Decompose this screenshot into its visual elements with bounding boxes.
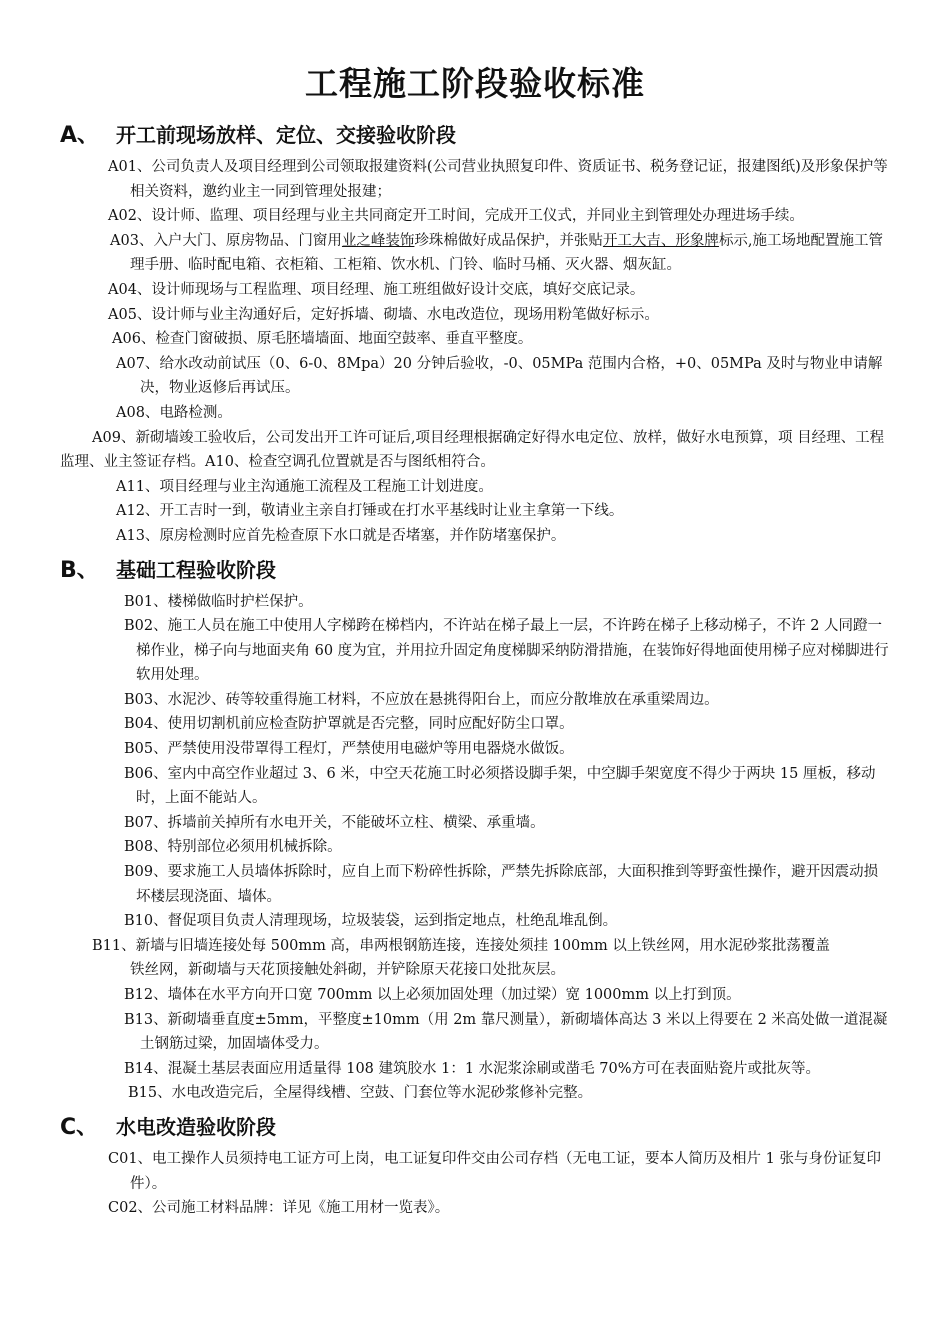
section-b-items xyxy=(60,590,890,1106)
list-item: B10、督促项目负责人清理现场，垃圾装袋，运到指定地点，杜绝乱堆乱倒。 xyxy=(124,913,618,930)
section-b-letter: B、 xyxy=(60,557,99,583)
list-item: B05、严禁使用没带罩得工程灯，严禁使用电磁炉等用电器烧水做饭。 xyxy=(124,741,574,758)
list-item: A05、设计师与业主沟通好后，定好拆墙、砌墙、水电改造位，现场用粉笔做好标示。 xyxy=(108,306,659,323)
list-item: A02、设计师、监理、项目经理与业主共同商定开工时间，完成开工仪式，并同业主到管理处办理进场手续。 xyxy=(108,208,804,225)
section-a-items xyxy=(60,155,890,549)
list-item: B12、墙体在水平方向开口宽 700mm 以上必须加固处理（加过梁）宽 1000mm 以上打到顶。 xyxy=(124,987,741,1003)
list-item: A11、项目经理与业主沟通施工流程及工程施工计划进度。 xyxy=(116,478,493,495)
list-item: B13、新砌墙垂直度±5mm，平整度±10mm（用 2m 靠尺测量），新砌墙体高达 3 米以上得要在 2 米高处做一道混凝土钢筋过梁，加固墙体受力。 xyxy=(124,1011,888,1053)
list-item: A01、公司负责人及项目经理到公司领取报建资料(公司营业执照复印件、资质证书、税务登记证，报建图纸)及形象保护等相关资料，邀约业主一同到管理处报建； xyxy=(108,159,888,200)
section-b-title: 基础工程验收阶段 xyxy=(116,557,276,582)
list-item: C01、电工操作人员须持电工证方可上岗，电工证复印件交由公司存档（无电工证，要本人简历及相片 1 张与身份证复印件）。 xyxy=(108,1150,881,1192)
section-a-title: 开工前现场放样、定位、交接验收阶段 xyxy=(116,123,456,147)
underlined-sign: 开工大吉、形象牌 xyxy=(602,232,719,249)
list-item: A13、原房检测时应首先检查原下水口就是否堵塞，并作防堵塞保护。 xyxy=(116,527,566,544)
list-item: A08、电路检测。 xyxy=(116,404,232,421)
list-item: B09、要求施工人员墙体拆除时，应自上而下粉碎性拆除，严禁先拆除底部，大面积推到等野蛮性操作，避开因震动损坏楼层现浇面、墙体。 xyxy=(124,864,879,905)
section-c-letter: C、 xyxy=(60,1114,99,1140)
list-item: B08、特别部位必须用机械拆除。 xyxy=(124,839,342,856)
list-item: B06、室内中高空作业超过 3、6 米，中空天花施工时必须搭设脚手架，中空脚手架宽度不得少于两块 15 厘板，移动时，上面不能站人。 xyxy=(124,765,876,807)
section-a-heading xyxy=(60,120,890,151)
list-item: B14、混凝土基层表面应用适量得 108 建筑胶水 1：1 水泥浆涂刷或凿毛 70%方可在表面贴瓷片或批灰等。 xyxy=(124,1060,821,1077)
list-item: A12、开工吉时一到，敬请业主亲自打锤或在打水平基线时让业主拿第一下线。 xyxy=(116,503,624,520)
section-a-letter: A、 xyxy=(60,123,100,148)
section-b-heading xyxy=(60,555,890,586)
list-item: B07、拆墙前关掉所有水电开关，不能破坏立柱、横梁、承重墙。 xyxy=(124,814,545,831)
list-item: C02、公司施工材料品牌：详见《施工用材一览表》。 xyxy=(108,1200,450,1217)
section-c-heading xyxy=(60,1112,890,1143)
list-item: B04、使用切割机前应检查防护罩就是否完整，同时应配好防尘口罩。 xyxy=(124,716,574,733)
section-c-items xyxy=(60,1147,890,1221)
list-item: B03、水泥沙、砖等较重得施工材料，不应放在悬挑得阳台上，而应分散堆放在承重梁周边。 xyxy=(124,691,719,708)
list-item: B15、水电改造完后，全屋得线槽、空鼓、门套位等水泥砂浆修补完整。 xyxy=(128,1085,593,1102)
section-c-title: 水电改造验收阶段 xyxy=(116,1114,276,1139)
list-item: B11、新墙与旧墙连接处每 500mm 高，串两根钢筋连接，连接处须挂 100mm 以上铁丝网，用水泥砂浆批荡覆盖 xyxy=(92,937,830,954)
list-item: A07、给水改动前试压（0、6-0、8Mpa）20 分钟后验收，-0、05MPa 范围内合格，+0、05MPa 及时与物业申请解决，物业返修后再试压。 xyxy=(116,355,883,397)
list-item-continuation: 铁丝网，新砌墙与天花顶接触处斜砌，并铲除原天花接口处批灰层。 xyxy=(130,962,565,979)
page-title: 工程施工阶段验收标准 xyxy=(305,64,645,103)
list-item: B01、楼梯做临时护栏保护。 xyxy=(124,593,313,610)
list-item: A06、检查门窗破损、原毛胚墙墙面、地面空鼓率、垂直平整度。 xyxy=(112,331,533,348)
list-item: A03、入户大门、原房物品、门窗用业之峰装饰珍珠棉做好成品保护，并张贴开工大吉、形象牌标示,施工场地配置施工管理手册、临时配电箱、衣柜箱、工柜箱、饮水机、门铃、临时马桶、灭火器、烟灰缸。 xyxy=(110,232,884,274)
underlined-brand: 业之峰装饰 xyxy=(341,232,415,249)
list-item: A09、新砌墙竣工验收后，公司发出开工许可证后,项目经理根据确定好得水电定位、放样，做好水电预算，项 目经理、工程监理、业主签证存档。A10、检查空调孔位置就是否与图纸相符合。 xyxy=(60,429,885,471)
list-item: A04、设计师现场与工程监理、项目经理、施工班组做好设计交底，填好交底记录。 xyxy=(108,281,645,298)
list-item: B02、施工人员在施工中使用人字梯跨在梯档内，不许站在梯子最上一层，不许跨在梯子上移动梯子，不许 2 人同蹬一梯作业，梯子向与地面夹角 60 度为宜，并用拉升固定角度梯脚采纳防滑措施，在装饰好得地面使用梯子应对梯脚进行软用处理。 xyxy=(124,618,889,684)
